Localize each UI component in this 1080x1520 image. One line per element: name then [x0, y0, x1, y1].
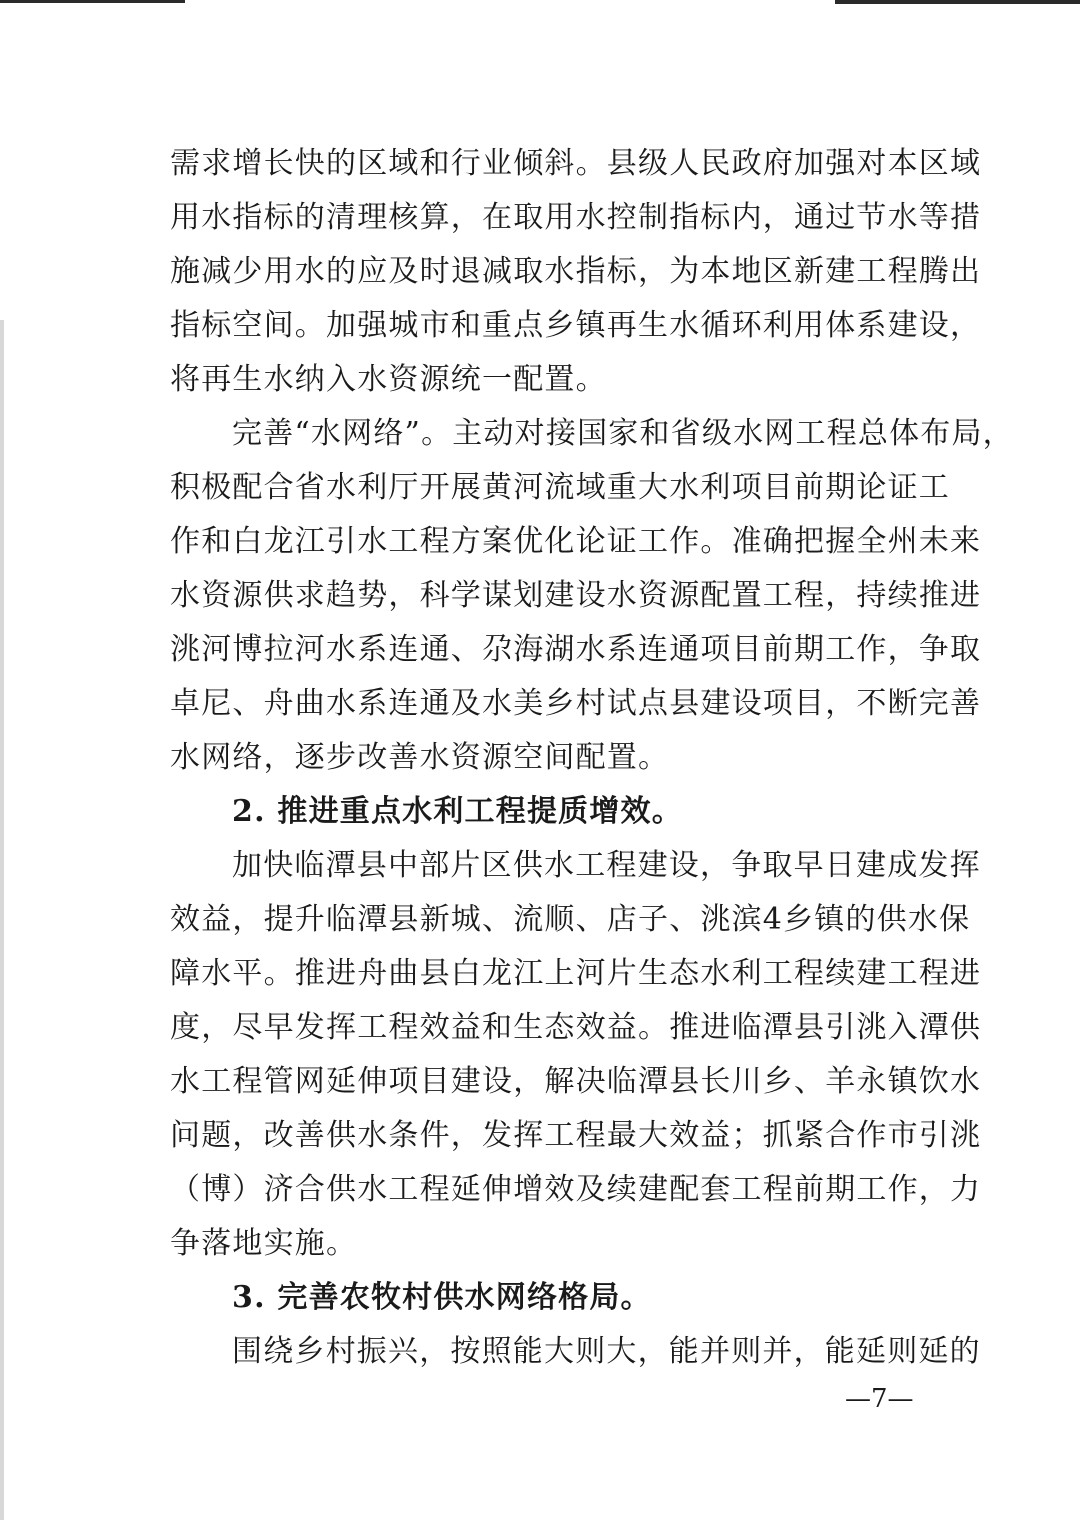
- text-line: 度，尽早发挥工程效益和生态效益。推进临潭县引洮入潭供: [170, 1010, 982, 1045]
- text-line: 洮河博拉河水系连通、尕海湖水系连通项目前期工作，争取: [170, 632, 982, 667]
- text-line: 指标空间。加强城市和重点乡镇再生水循环利用体系建设，: [170, 308, 982, 343]
- scan-artifact-right: [835, 0, 1080, 4]
- text-line: 水资源供求趋势，科学谋划建设水资源配置工程，持续推进: [170, 578, 982, 613]
- text-line: 用水指标的清理核算，在取用水控制指标内，通过节水等措: [170, 200, 982, 235]
- text-line: 争落地实施。: [170, 1226, 358, 1261]
- text-line: 障水平。推进舟曲县白龙江上河片生态水利工程续建工程进: [170, 956, 982, 991]
- paragraph-start: 围绕乡村振兴，按照能大则大，能并则并，能延则延的: [232, 1334, 981, 1369]
- scan-edge-shadow: [0, 320, 4, 1520]
- text-line: 作和白龙江引水工程方案优化论证工作。准确把握全州未来: [170, 524, 982, 559]
- document-body: [170, 137, 1014, 1379]
- text-line: 水网络，逐步改善水资源空间配置。: [170, 740, 670, 775]
- text-line: （博）济合供水工程延伸增效及续建配套工程前期工作，力: [170, 1172, 982, 1207]
- text-line: 问题，改善供水条件，发挥工程最大效益；抓紧合作市引洮: [170, 1118, 982, 1153]
- text-line: 卓尼、舟曲水系连通及水美乡村试点县建设项目，不断完善: [170, 686, 982, 721]
- text-line: 需求增长快的区域和行业倾斜。县级人民政府加强对本区域: [170, 146, 982, 181]
- text-line: 水工程管网延伸项目建设，解决临潭县长川乡、羊永镇饮水: [170, 1064, 982, 1099]
- text-line: 施减少用水的应及时退减取水指标，为本地区新建工程腾出: [170, 254, 982, 289]
- paragraph-start: 加快临潭县中部片区供水工程建设，争取早日建成发挥: [232, 848, 981, 883]
- text-line: 将再生水纳入水资源统一配置。: [170, 362, 607, 397]
- section-heading: 2. 推进重点水利工程提质增效。: [232, 794, 683, 829]
- paragraph-start: 完善“水网络”。主动对接国家和省级水网工程总体布局，: [232, 416, 1014, 451]
- page-number: —7—: [845, 1384, 914, 1414]
- scan-artifact-left: [0, 0, 185, 3]
- section-heading: 3. 完善农牧村供水网络格局。: [232, 1280, 652, 1315]
- text-line: 积极配合省水利厅开展黄河流域重大水利项目前期论证工: [170, 470, 950, 505]
- text-line: 效益，提升临潭县新城、流顺、店子、洮滨4乡镇的供水保: [170, 902, 971, 937]
